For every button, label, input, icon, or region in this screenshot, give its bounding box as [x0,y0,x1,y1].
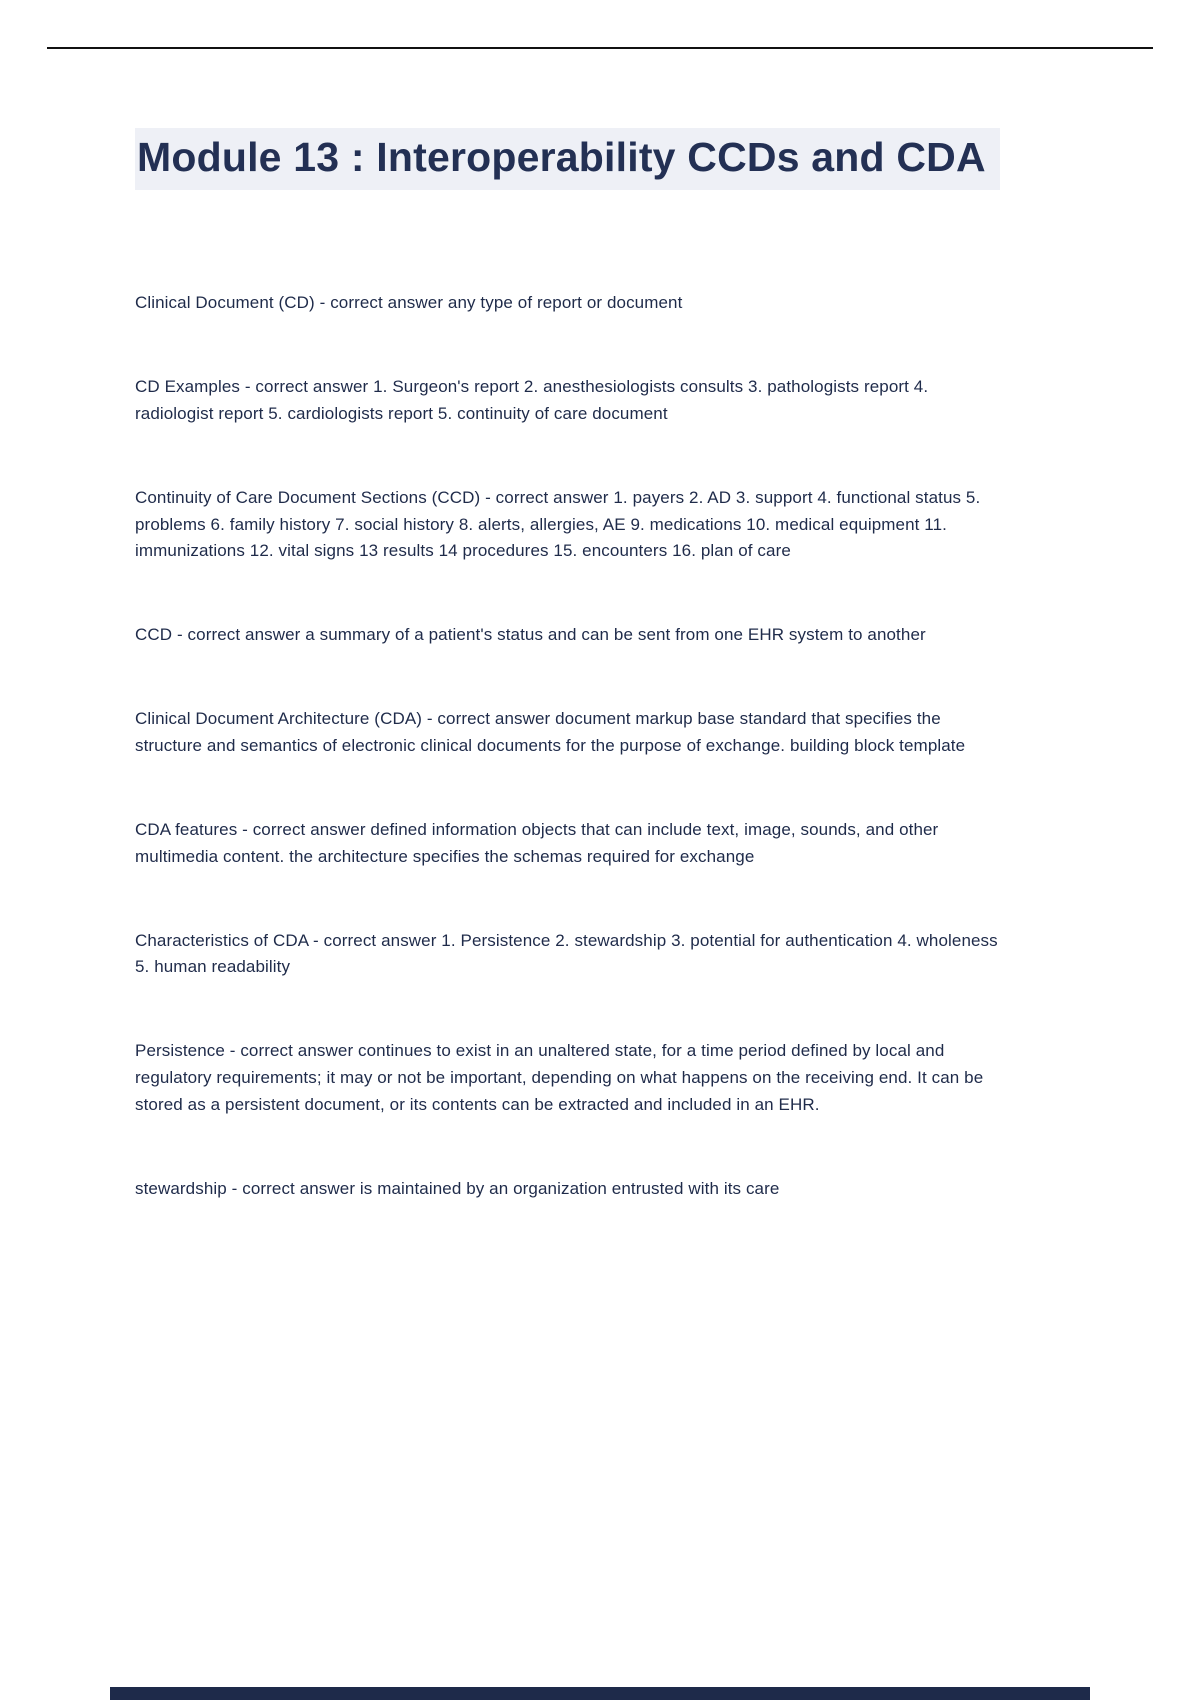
qa-paragraph: CD Examples - correct answer 1. Surgeon's report 2. anesthesiologists consults 3. pathologists report 4. radiologist report 5. cardiologists report 5. continuity of care document [135,376,929,423]
qa-paragraph: Clinical Document (CD) - correct answer any type of report or document [135,293,683,313]
footer-bar [110,1687,1090,1700]
qa-paragraph: Characteristics of CDA - correct answer 1. Persistence 2. stewardship 3. potential for authentication 4. wholeness 5. human readability [135,930,998,977]
top-rule-divider [47,47,1153,49]
qa-paragraph: CCD - correct answer a summary of a patient's status and can be sent from one EHR system to another [135,625,926,645]
page-title: Module 13 : Interoperability CCDs and CDA [135,128,1000,190]
qa-paragraph: Persistence - correct answer continues to exist in an unaltered state, for a time period defined by local and regulatory requirements; it may or not be important, depending on what happens on the receiving end. It can be stored as a persistent document, or its contents can be extracted and included in an EHR. [135,1041,984,1114]
qa-paragraph: Continuity of Care Document Sections (CCD) - correct answer 1. payers 2. AD 3. support 4. functional status 5. problems 6. family history 7. social history 8. alerts, allergies, AE 9. medications 10. medical equipment 11. immunizations 12. vital signs 13 results 14 procedures 15. encounters 16. plan of care [135,487,981,561]
qa-paragraph: Clinical Document Architecture (CDA) - correct answer document markup base standard that specifies the structure and semantics of electronic clinical documents for the purpose of exchange. building block template [135,709,966,755]
document-content [135,128,1000,1260]
qa-list [135,290,1000,1203]
qa-paragraph: CDA features - correct answer defined information objects that can include text, image, sounds, and other multimedia content. the architecture specifies the schemas required for exchange [135,819,939,866]
qa-paragraph: stewardship - correct answer is maintained by an organization entrusted with its care [135,1178,780,1198]
